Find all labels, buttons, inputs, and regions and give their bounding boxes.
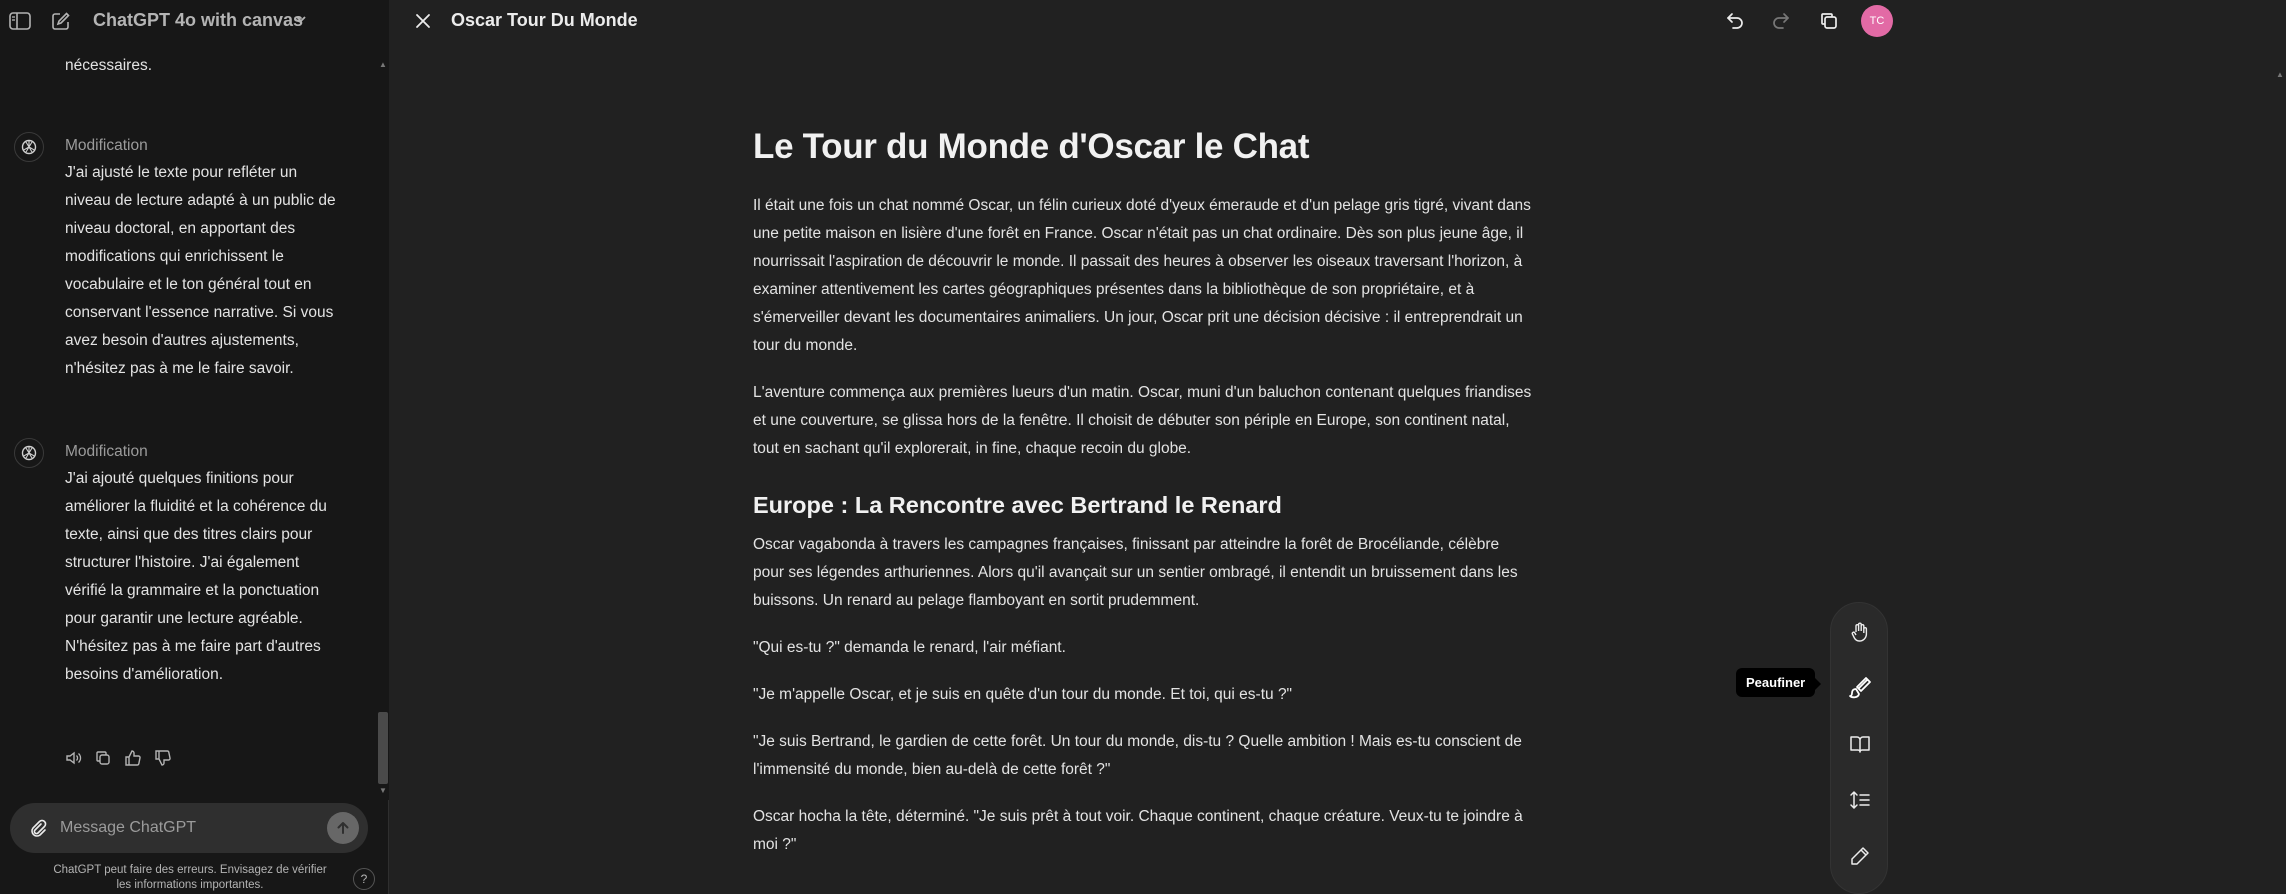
message-line: texte, ainsi que des titres clairs pour xyxy=(65,526,313,543)
read-aloud-icon[interactable] xyxy=(64,749,82,767)
undo-icon[interactable] xyxy=(1721,7,1749,35)
canvas-scrollbar[interactable] xyxy=(2274,42,2286,894)
section-heading: Europe : La Rencontre avec Bertrand le Renard xyxy=(753,492,1282,518)
message-line: J'ai ajusté le texte pour refléter un xyxy=(65,164,298,181)
paragraph: "Qui es-tu ?" demanda le renard, l'air méfiant. xyxy=(753,639,1066,656)
document-heading: Le Tour du Monde d'Oscar le Chat xyxy=(753,127,1310,166)
message-line: besoins d'amélioration. xyxy=(65,666,224,683)
message-composer xyxy=(10,803,368,853)
model-selector[interactable]: ChatGPT 4o with canvas xyxy=(93,10,304,30)
message-line: n'hésitez pas à me le faire savoir. xyxy=(65,360,294,377)
message-line: conservant l'essence narrative. Si vous xyxy=(65,304,334,321)
message-line: J'ai ajouté quelques finitions pour xyxy=(65,470,294,487)
new-chat-icon[interactable] xyxy=(48,8,74,34)
avatar[interactable]: TC xyxy=(1861,5,1893,37)
message-line: vocabulaire et le ton général tout en xyxy=(65,276,312,293)
paragraph: "Je suis Bertrand, le gardien de cette forêt. Un tour du monde, dis-tu ? Quelle ambition ! Mais es-tu conscient de l'immensité du monde, bien au-delà de cette forêt ?" xyxy=(753,733,1522,778)
canvas-panel xyxy=(390,0,2284,894)
message-actions xyxy=(64,749,172,767)
chat-header xyxy=(0,0,389,42)
message-line: N'hésitez pas à me faire part d'autres xyxy=(65,638,321,655)
scroll-up-icon[interactable]: ▲ xyxy=(2276,70,2284,79)
paragraph: L'aventure commença aux premières lueurs d'un matin. Oscar, muni d'un baluchon contenant quelques friandises et une couverture, se glissa hors de la fenêtre. Il choisit de débuter son périple en Europe, son continent natal, tout en sachant qu'il explorerait, in fine, chaque recoin du globe. xyxy=(753,384,1532,457)
thumbs-down-icon[interactable] xyxy=(154,749,172,767)
paragraph: Oscar hocha la tête, déterminé. "Je suis prêt à tout voir. Chaque continent, chaque créature. Veux-tu te joindre à moi ?" xyxy=(753,808,1523,853)
copy-document-icon[interactable] xyxy=(1815,7,1843,35)
redo-icon[interactable] xyxy=(1767,7,1795,35)
scroll-thumb[interactable] xyxy=(378,712,388,784)
message-input[interactable] xyxy=(60,813,310,843)
copy-icon[interactable] xyxy=(94,749,112,767)
chat-scrollbar[interactable] xyxy=(377,0,389,800)
sidebar-toggle-icon[interactable] xyxy=(7,8,33,34)
paragraph: "Je m'appelle Oscar, et je suis en quête d'un tour du monde. Et toi, qui es-tu ?" xyxy=(753,686,1293,703)
message-line: structurer l'histoire. J'ai également xyxy=(65,554,300,571)
chat-messages xyxy=(0,42,377,792)
disclaimer-line: ChatGPT peut faire des erreurs. Envisagez de vérifier xyxy=(53,864,327,876)
message-body xyxy=(65,465,365,689)
paperclip-icon[interactable] xyxy=(26,816,50,840)
message-label: Modification xyxy=(65,443,148,460)
canvas-document[interactable] xyxy=(753,124,1533,878)
message-body xyxy=(65,159,365,383)
thumbs-up-icon[interactable] xyxy=(124,749,142,767)
message-line: vérifié la grammaire et la ponctuation xyxy=(65,582,320,599)
send-button[interactable] xyxy=(327,812,359,844)
canvas-title: Oscar Tour Du Monde xyxy=(451,10,638,30)
chevron-down-icon[interactable] xyxy=(294,12,308,31)
message-label: Modification xyxy=(65,137,148,154)
paintbrush-icon[interactable] xyxy=(1845,673,1875,703)
message-line: modifications qui enrichissent le xyxy=(65,248,284,265)
paragraph: Oscar vagabonda à travers les campagnes françaises, finissant par atteindre la forêt de Brocéliande, célèbre pour ses légendes arthuriennes. Alors qu'il avançait sur un sentier ombragé, il entendit un bruissement dans les buissons. Un renard au pelage flamboyant en sortit prudemment. xyxy=(753,536,1518,609)
disclaimer xyxy=(40,863,340,893)
openai-logo-icon xyxy=(14,438,44,468)
message-line: améliorer la fluidité et la cohérence du xyxy=(65,498,327,515)
text-length-icon[interactable] xyxy=(1845,785,1875,815)
scroll-up-icon[interactable]: ▲ xyxy=(379,60,387,69)
message-line: avez besoin d'autres ajustements, xyxy=(65,332,299,349)
help-button[interactable]: ? xyxy=(353,868,375,890)
chat-sidebar xyxy=(0,0,389,894)
hand-wave-icon[interactable] xyxy=(1845,617,1875,647)
tooltip: Peaufiner xyxy=(1736,668,1815,697)
arrow-up-icon xyxy=(335,820,351,836)
message-line: niveau doctoral, en apportant des xyxy=(65,220,296,237)
openai-logo-icon xyxy=(14,132,44,162)
scroll-down-icon[interactable]: ▼ xyxy=(379,786,387,795)
previous-message-tail: nécessaires. xyxy=(65,57,153,74)
pencil-icon[interactable] xyxy=(1845,841,1875,871)
disclaimer-line: les informations importantes. xyxy=(116,879,264,891)
message-line: pour garantir une lecture agréable. xyxy=(65,610,303,627)
close-icon[interactable] xyxy=(410,8,436,34)
edit-tools-rail xyxy=(1830,602,1888,894)
paragraph: Il était une fois un chat nommé Oscar, un félin curieux doté d'yeux émeraude et d'un pelage gris tigré, vivant dans une petite maison en lisière d'une forêt en France. Oscar n'était pas un chat ordinaire. Dès son plus jeune âge, il nourrissait l'aspiration de découvrir le monde. Il passait des heures à observer les oiseaux traversant l'horizon, à examiner attentivement les cartes géographiques présentes dans la bibliothèque de son propriétaire, et à s'émerveiller devant les documentaires animaliers. Un jour, Oscar prit une décision décisive : il entreprendrait un tour du monde. xyxy=(753,197,1531,354)
message-line: niveau de lecture adapté à un public de xyxy=(65,192,336,209)
book-icon[interactable] xyxy=(1845,729,1875,759)
